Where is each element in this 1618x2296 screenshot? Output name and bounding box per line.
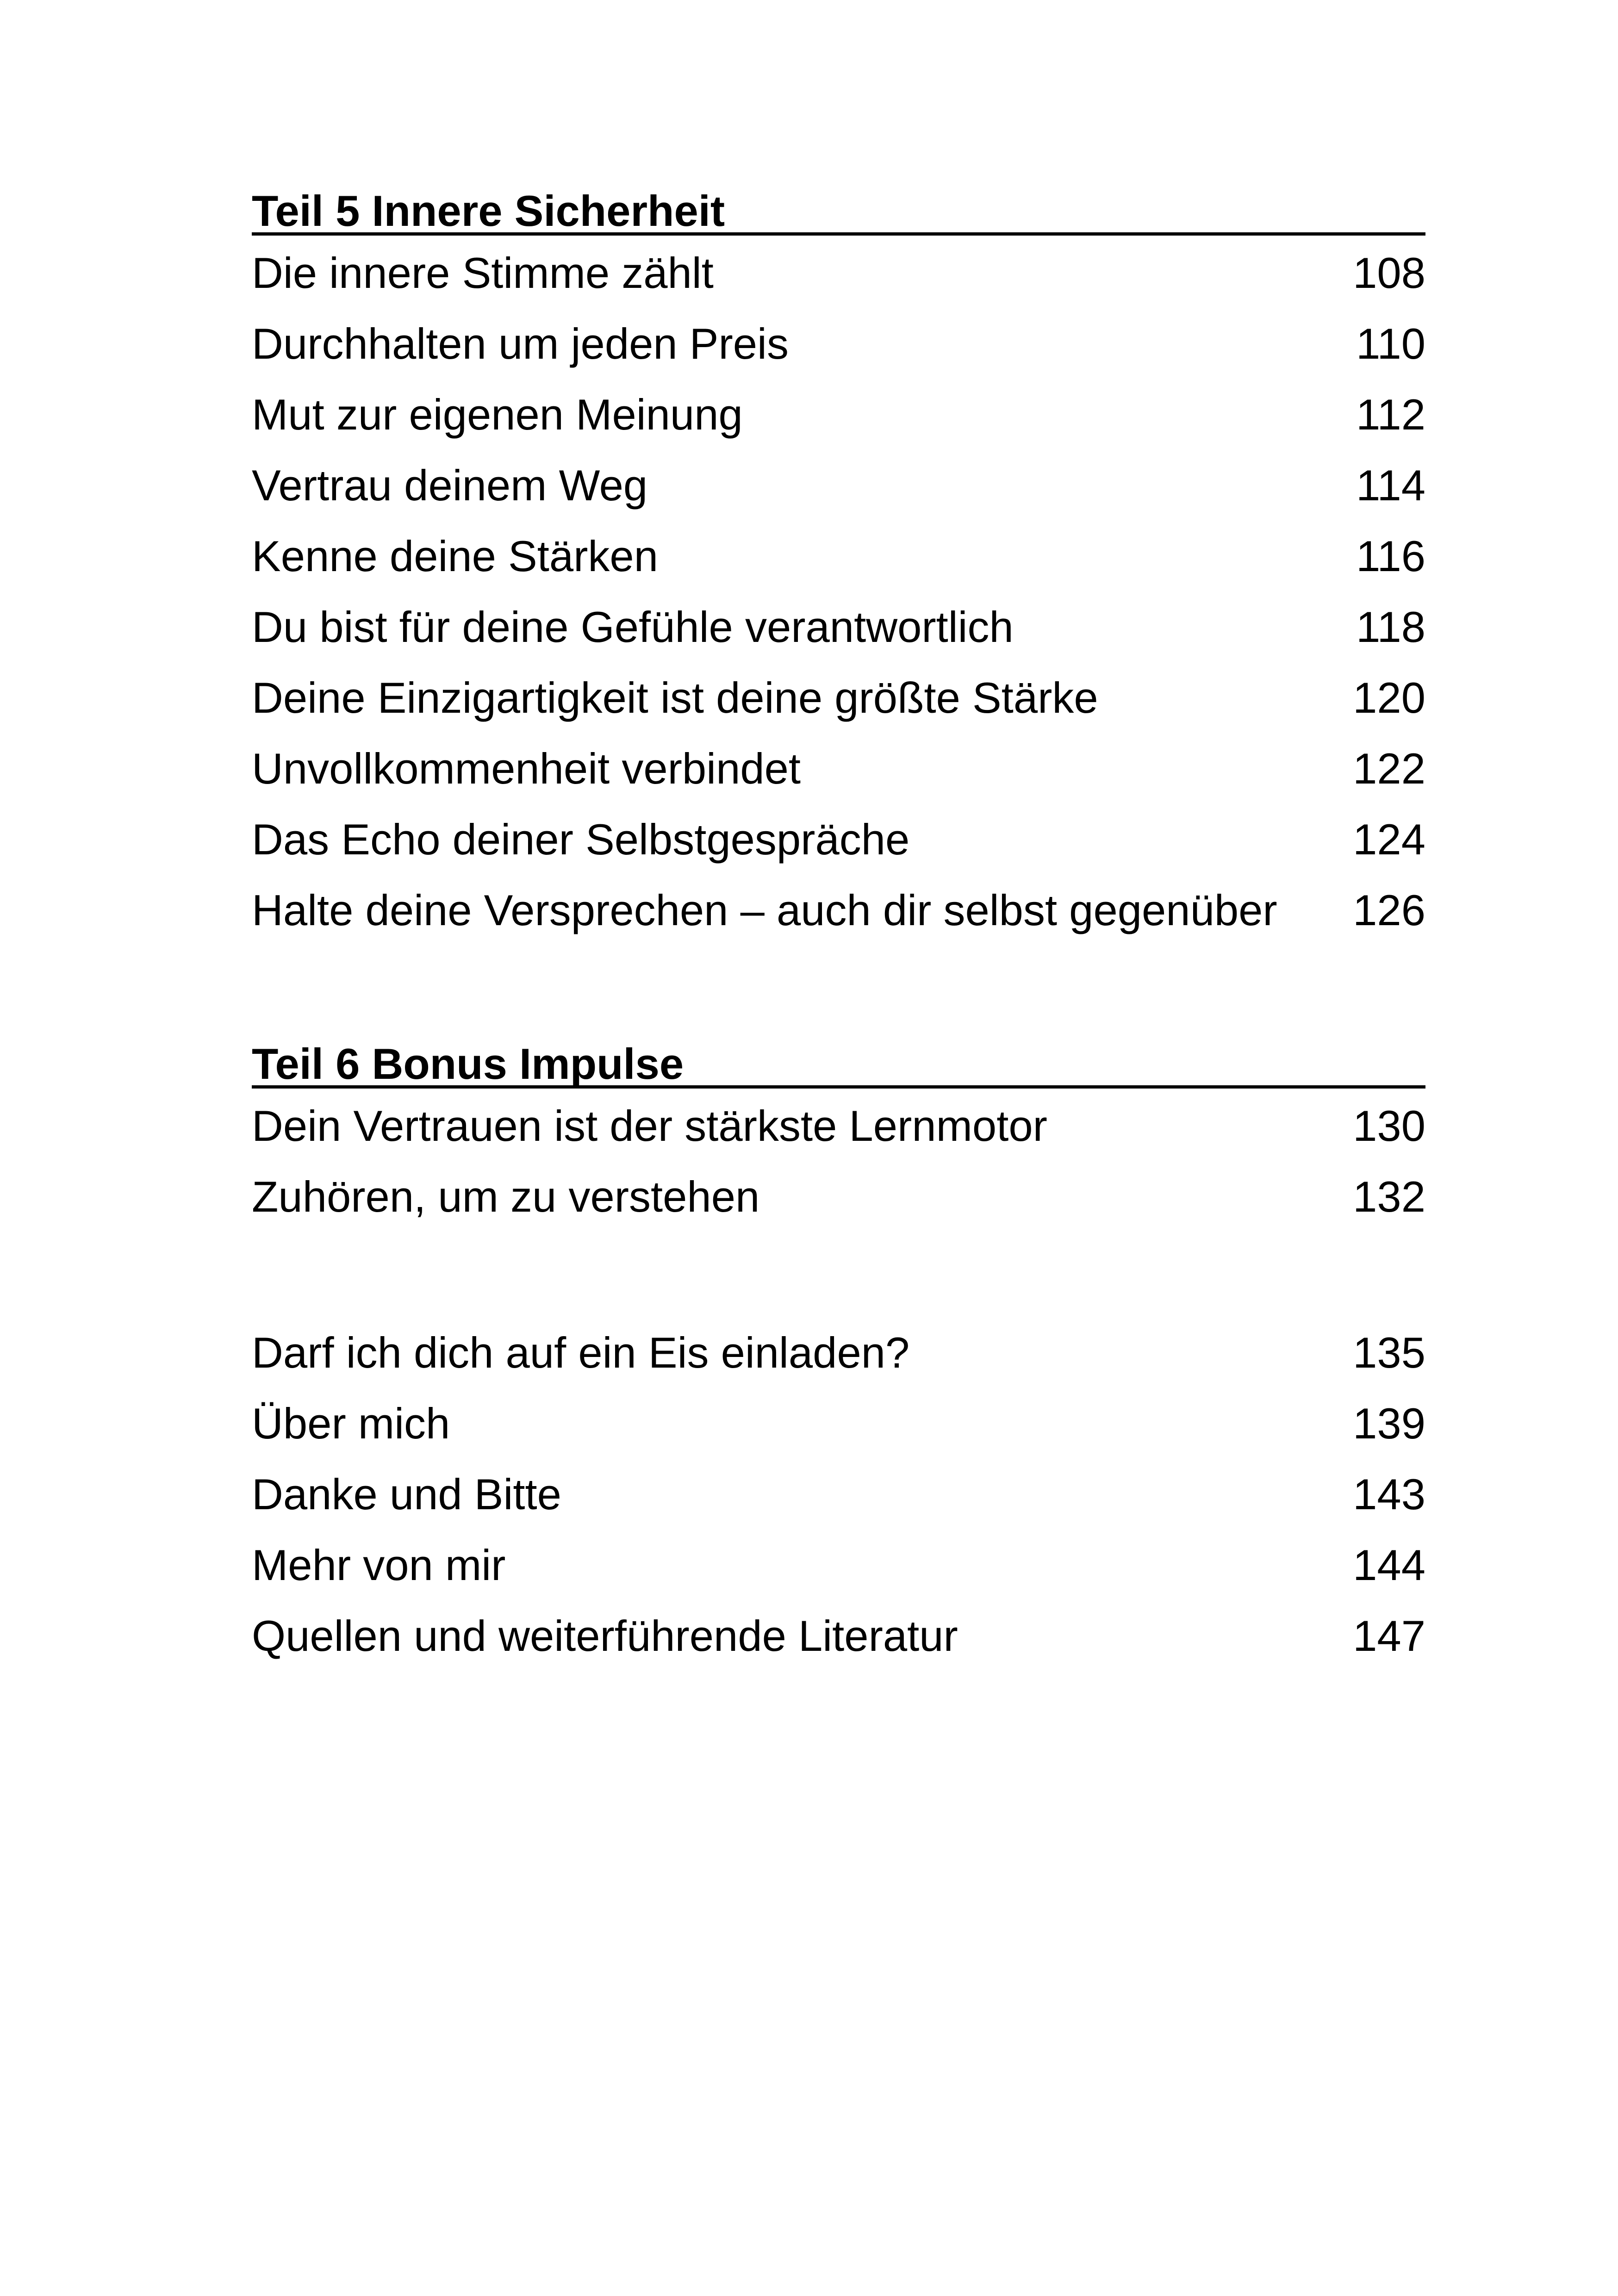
entry-page-number: 122 [1353,744,1425,793]
toc-entry [252,743,1425,814]
entry-title: Durchhalten um jeden Preis [252,319,789,368]
entry-page-number: 126 [1353,886,1425,934]
toc-section-teil-5 [252,187,1425,956]
toc-entry [252,318,1425,389]
entry-page-number: 147 [1353,1612,1425,1660]
entry-page-number: 143 [1353,1470,1425,1518]
toc-entry [252,1611,1425,1681]
entry-page-number: 120 [1353,673,1425,722]
toc-entry [252,1540,1425,1611]
entry-title: Kenne deine Stärken [252,532,658,580]
toc-section-teil-6 [252,1039,1425,1242]
entry-page-number: 139 [1353,1399,1425,1448]
toc-entry [252,460,1425,531]
entry-title: Darf ich dich auf ein Eis einladen? [252,1328,910,1377]
toc-entry [252,814,1425,885]
entry-title: Mehr von mir [252,1541,506,1589]
toc-appendix [252,1327,1425,1681]
entry-title: Über mich [252,1399,450,1448]
entry-title: Halte deine Versprechen – auch dir selbst gegenüber [252,886,1277,934]
entry-page-number: 112 [1356,390,1425,439]
entry-page-number: 144 [1353,1541,1425,1589]
entry-title: Mut zur eigenen Meinung [252,390,743,439]
entry-page-number: 135 [1353,1328,1425,1377]
toc-entry [252,1398,1425,1469]
entry-page-number: 114 [1356,461,1425,510]
entry-page-number: 124 [1353,815,1425,864]
toc-entry [252,1327,1425,1398]
entry-title: Vertrau deinem Weg [252,461,648,510]
entry-page-number: 130 [1353,1101,1425,1150]
toc-entry-list [252,1101,1425,1242]
toc-entry [252,602,1425,672]
toc-entry-list [252,248,1425,956]
entry-title: Du bist für deine Gefühle verantwortlich [252,603,1014,651]
entry-title: Zuhören, um zu verstehen [252,1172,760,1221]
section-heading: Teil 6 Bonus Impulse [252,1043,1425,1089]
section-heading: Teil 5 Innere Sicherheit [252,190,1425,236]
toc-entry [252,1101,1425,1171]
entry-page-number: 108 [1353,249,1425,297]
toc-entry [252,248,1425,318]
toc-entry [252,672,1425,743]
entry-title: Dein Vertrauen ist der stärkste Lernmotor [252,1101,1047,1150]
toc-entry [252,389,1425,460]
toc-entry-list [252,1327,1425,1681]
entry-title: Deine Einzigartigkeit ist deine größte Stärke [252,673,1098,722]
entry-title: Danke und Bitte [252,1470,561,1518]
entry-title: Quellen und weiterführende Literatur [252,1612,958,1660]
toc-entry [252,1171,1425,1242]
entry-page-number: 116 [1356,532,1425,580]
toc-entry [252,531,1425,602]
entry-title: Unvollkommenheit verbindet [252,744,801,793]
toc-entry [252,885,1425,956]
entry-title: Die innere Stimme zählt [252,249,714,297]
entry-page-number: 118 [1356,603,1425,651]
entry-page-number: 110 [1356,319,1425,368]
entry-title: Das Echo deiner Selbstgespräche [252,815,910,864]
toc-entry [252,1469,1425,1540]
entry-page-number: 132 [1353,1172,1425,1221]
